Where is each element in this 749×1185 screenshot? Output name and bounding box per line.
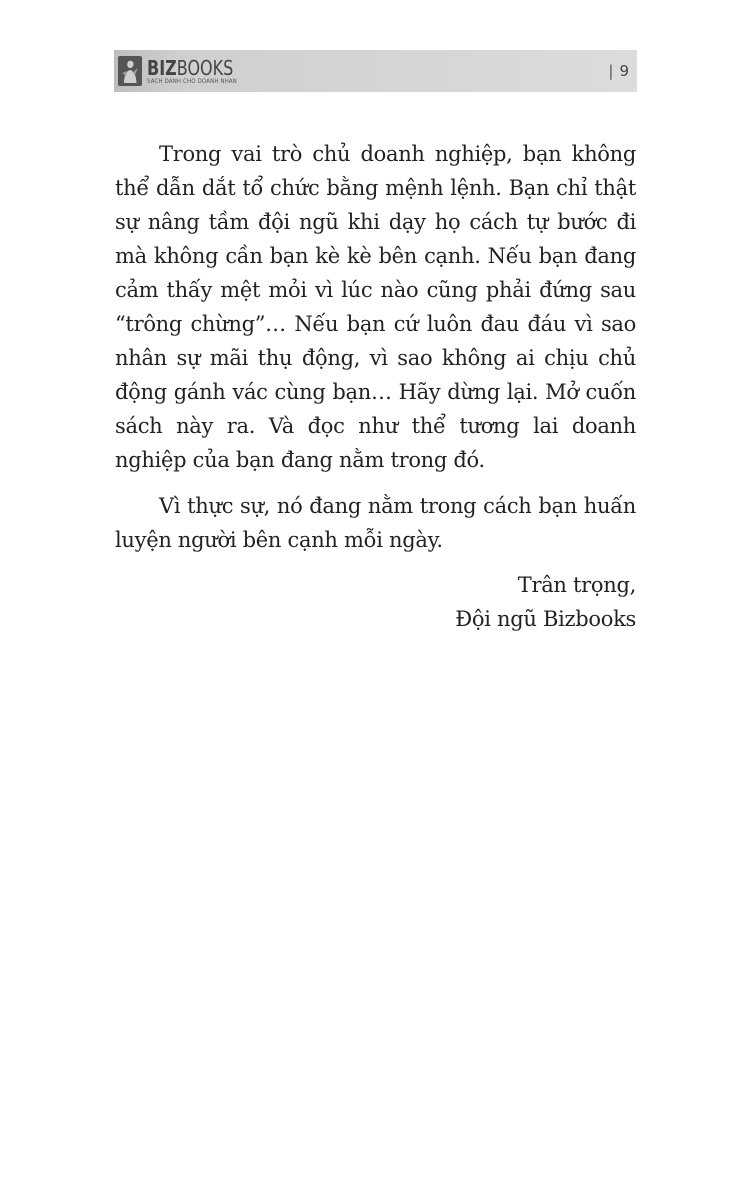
closing-line: Trân trọng, [517, 573, 636, 597]
brand-bold: BIZ [147, 55, 177, 80]
bizbooks-logo [118, 54, 255, 88]
signature: Đội ngũ Bizbooks [455, 607, 636, 631]
brand-tagline: SÁCH DÀNH CHO DOANH NHÂN [147, 77, 238, 85]
person-silhouette-icon [118, 56, 142, 86]
brand-name [147, 55, 234, 80]
running-header [114, 50, 637, 92]
paragraph: Vì thực sự, nó đang nằm trong cách bạn huấn luyện người bên cạnh mỗi ngày. [115, 494, 636, 552]
paragraph: Trong vai trò chủ doanh nghiệp, bạn không thể dẫn dắt tổ chức bằng mệnh lệnh. Bạn chỉ thật sự nâng tầm đội ngũ khi dạy họ cách tự bước đi mà không cần bạn kè kè bên cạnh. Nếu bạn đang cảm thấy mệt mỏi vì lúc nào cũng phải đứng sau “trông chừng”… Nếu bạn cứ luôn đau đáu vì sao nhân sự mãi thụ động, vì sao không ai chịu chủ động gánh vác cùng bạn… Hãy dừng lại. Mở cuốn sách này ra. Và đọc như thể tương lai doanh nghiệp của bạn đang nằm trong đó. [115, 142, 636, 472]
page-body [115, 137, 636, 636]
page-number-block [608, 62, 629, 80]
logo-text [147, 55, 255, 85]
brand-light: BOOKS [176, 55, 234, 80]
page-number: 9 [619, 62, 629, 80]
page-separator: | [608, 62, 614, 80]
